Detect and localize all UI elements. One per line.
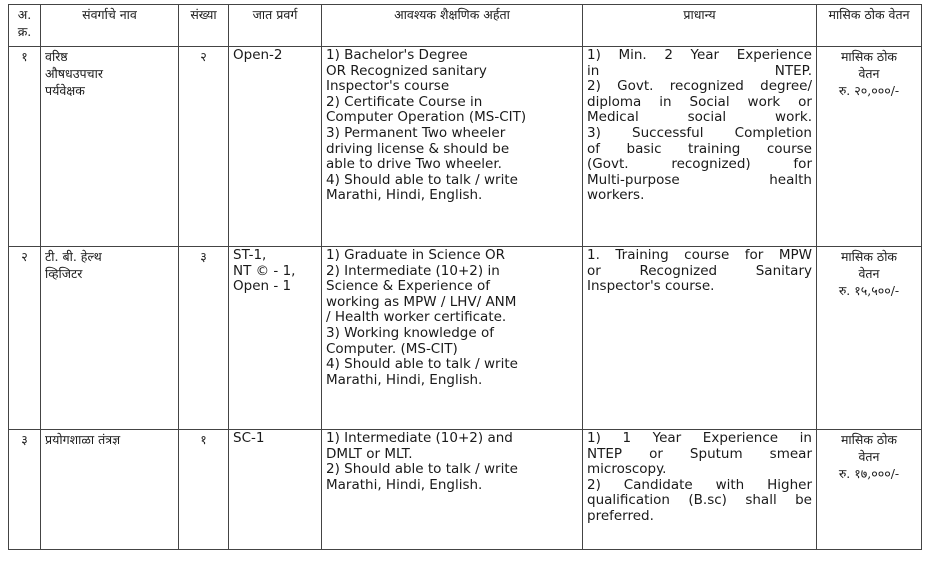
- cell-salary-line: वेतन: [858, 266, 880, 281]
- header-qualification: आवश्यक शैक्षणिक अर्हता: [322, 5, 583, 47]
- cell-salary-line: मासिक ठोक: [840, 249, 898, 264]
- cell-post-line: औषधउपचार: [45, 66, 103, 81]
- cell-post-line: व्हिजिटर: [45, 266, 83, 281]
- header-row: [9, 5, 922, 47]
- cell-salary-line: मासिक ठोक: [840, 49, 898, 64]
- cell-salary: [817, 47, 922, 247]
- cell-preference: [583, 247, 817, 430]
- cell-qualification-line: OR Recognized sanitary: [326, 62, 487, 79]
- cell-count: [179, 430, 229, 550]
- cell-preference-line: of basic training course: [587, 140, 812, 157]
- cell-preference-line: microscopy.: [587, 461, 667, 478]
- cell-sr: [9, 247, 41, 430]
- cell-qualification-line: 1) Intermediate (10+2) and: [326, 430, 513, 446]
- cell-qualification-line: able to drive Two wheeler.: [326, 156, 502, 173]
- cell-salary-line: रु. १७,०००/-: [838, 466, 900, 481]
- header-category: जात प्रवर्ग: [229, 5, 322, 47]
- cell-category-line: Open-2: [233, 47, 283, 63]
- cell-qualification: [322, 430, 583, 550]
- cell-category: [229, 430, 322, 550]
- cell-category: [229, 247, 322, 430]
- cell-qualification-line: 4) Should able to talk / write: [326, 171, 518, 188]
- cell-qualification-line: 3) Permanent Two wheeler: [326, 124, 506, 141]
- cell-qualification-line: 4) Should able to talk / write: [326, 356, 518, 373]
- cell-qualification-line: DMLT or MLT.: [326, 445, 413, 462]
- cell-category-line: NT © - 1,: [233, 262, 296, 279]
- cell-preference-line: 1. Training course for MPW: [587, 247, 812, 263]
- cell-count-text: २: [200, 49, 207, 64]
- cell-salary-line: मासिक ठोक: [840, 432, 898, 447]
- cell-post-line: टी. बी. हेल्थ: [45, 249, 102, 264]
- cell-preference-line: in NTEP.: [587, 62, 812, 79]
- header-salary: मासिक ठोक वेतन: [817, 5, 922, 47]
- cell-category-line: Open - 1: [233, 278, 292, 295]
- cell-preference-line: Multi-purpose health: [587, 171, 812, 188]
- cell-salary-line: वेतन: [858, 449, 880, 464]
- cell-count-text: ३: [200, 249, 207, 264]
- cell-qualification-line: 3) Working knowledge of: [326, 324, 494, 341]
- cell-salary-line: रु. १५,५००/-: [838, 283, 900, 298]
- table-row: [9, 430, 922, 550]
- cell-qualification-line: 2) Certificate Course in: [326, 93, 483, 110]
- cell-qualification-line: Computer. (MS-CIT): [326, 340, 458, 357]
- cell-preference: [583, 47, 817, 247]
- cell-count: [179, 47, 229, 247]
- recruitment-table: [8, 4, 922, 550]
- cell-qualification-line: Computer Operation (MS-CIT): [326, 109, 527, 126]
- cell-post: [41, 47, 179, 247]
- cell-qualification: [322, 247, 583, 430]
- cell-qualification-line: Marathi, Hindi, English.: [326, 371, 483, 388]
- cell-salary-line: रु. २०,०००/-: [838, 83, 900, 98]
- cell-preference-line: 1) Min. 2 Year Experience: [587, 47, 812, 63]
- cell-qualification-line: working as MPW / LHV/ ANM: [326, 293, 517, 310]
- cell-preference-line: preferred.: [587, 507, 654, 524]
- cell-preference-line: 2) Govt. recognized degree/: [587, 78, 812, 95]
- header-sr: अ. क्र.: [9, 5, 41, 47]
- cell-sr-text: २: [21, 249, 28, 264]
- header-count: संख्या: [179, 5, 229, 47]
- cell-category-line: SC-1: [233, 430, 265, 446]
- cell-qualification-line: 1) Bachelor's Degree: [326, 47, 468, 63]
- cell-preference-line: or Recognized Sanitary: [587, 262, 812, 279]
- cell-preference-line: Inspector's course.: [587, 278, 715, 295]
- header-post: संवर्गाचे नाव: [41, 5, 179, 47]
- cell-category-line: ST-1,: [233, 247, 267, 263]
- cell-sr-text: १: [21, 49, 28, 64]
- table-row: [9, 247, 922, 430]
- cell-salary: [817, 247, 922, 430]
- table-row: [9, 47, 922, 247]
- cell-preference: [583, 430, 817, 550]
- cell-qualification-line: 1) Graduate in Science OR: [326, 247, 505, 263]
- cell-qualification-line: 2) Intermediate (10+2) in: [326, 262, 500, 279]
- cell-qualification-line: Science & Experience of: [326, 278, 491, 295]
- cell-post: [41, 430, 179, 550]
- cell-preference-line: workers.: [587, 187, 645, 204]
- cell-post: [41, 247, 179, 430]
- cell-salary-line: वेतन: [858, 66, 880, 81]
- cell-preference-line: diploma in Social work or: [587, 93, 812, 110]
- cell-post-line: प्रयोगशाळा तंत्रज्ञ: [45, 432, 121, 447]
- cell-preference-line: NTEP or Sputum smear: [587, 445, 812, 462]
- cell-count-text: १: [200, 432, 207, 447]
- cell-salary: [817, 430, 922, 550]
- cell-qualification-line: driving license & should be: [326, 140, 510, 157]
- header-preference: प्राधान्य: [583, 5, 817, 47]
- cell-preference-line: 2) Candidate with Higher: [587, 476, 812, 493]
- cell-preference-line: 1) 1 Year Experience in: [587, 430, 812, 446]
- cell-preference-line: (Govt. recognized) for: [587, 156, 812, 173]
- cell-sr: [9, 47, 41, 247]
- cell-post-line: पर्यवेक्षक: [45, 83, 85, 98]
- cell-post-line: वरिष्ठ: [45, 49, 68, 64]
- cell-sr: [9, 430, 41, 550]
- cell-preference-line: Medical social work.: [587, 109, 812, 126]
- cell-sr-text: ३: [21, 432, 28, 447]
- cell-qualification-line: 2) Should able to talk / write: [326, 461, 518, 478]
- cell-category: [229, 47, 322, 247]
- cell-count: [179, 247, 229, 430]
- cell-qualification-line: Inspector's course: [326, 78, 450, 95]
- cell-qualification-line: / Health worker certificate.: [326, 309, 507, 326]
- cell-preference-line: 3) Successful Completion: [587, 124, 812, 141]
- cell-qualification: [322, 47, 583, 247]
- cell-qualification-line: Marathi, Hindi, English.: [326, 187, 483, 204]
- cell-qualification-line: Marathi, Hindi, English.: [326, 476, 483, 493]
- cell-preference-line: qualification (B.sc) shall be: [587, 492, 812, 509]
